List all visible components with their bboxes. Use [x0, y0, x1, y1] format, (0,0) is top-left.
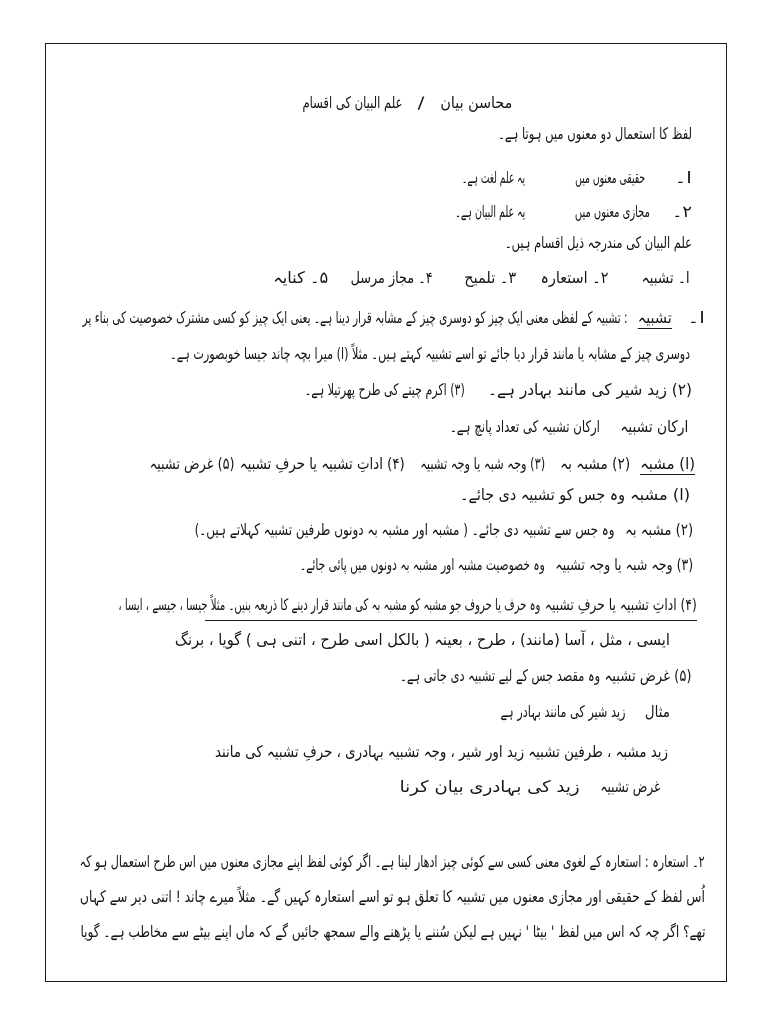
istiara-text: تھے؟ اگر چہ کہ اس میں لفظ ' بیٹا ' نہیں ہے لیکن سُننے یا پڑھنے والے سمجھ جائیں گے کہ ماں اپنے بیٹے سے مخاطب ہے۔ گویا — [79, 922, 705, 941]
arkan-term-line — [630, 483, 690, 507]
arkan-definition-line — [400, 664, 600, 688]
arkan-count: ارکان تشبیہ کی تعداد پانچ ہے۔ — [450, 417, 600, 436]
meaning-label: حقیقی معنوں میں — [575, 168, 645, 187]
example-label-line — [645, 700, 670, 724]
section-term: تشبیہ — [637, 308, 672, 327]
arkan-item: (۳) وجہ شبہ یا وجہ تشبیہ — [419, 454, 545, 473]
arkan-term: (۴) اداتِ تشبیہ یا حرفِ تشبیہ — [545, 595, 697, 614]
type-item: ا۔ تشبیہ — [641, 268, 690, 287]
example-analysis-line — [215, 740, 668, 764]
underline-rule — [205, 620, 697, 621]
arkan-term: (۵) غرض تشبیہ — [604, 666, 692, 685]
intro-text: لفظ کا استعمال دو معنوں میں ہوتا ہے۔ — [498, 124, 692, 143]
arkan-count-line — [450, 415, 600, 439]
purpose-text-line — [400, 775, 580, 799]
arkan-heading-line — [620, 415, 688, 439]
example-sentence-line — [500, 700, 625, 724]
type-item-line — [351, 266, 433, 290]
meaning-label-line — [575, 166, 645, 190]
purpose-text: زید کی بہادری بیان کرنا — [400, 777, 580, 796]
type-item: ۵۔ کنایہ — [273, 268, 328, 287]
type-item-line — [642, 266, 690, 290]
arkan-term-line — [555, 553, 693, 577]
arkan-term: (۳) وجہ شبہ یا وجہ تشبیہ — [554, 555, 693, 574]
istiara-line — [80, 885, 705, 909]
meaning-number: ا۔ — [674, 168, 692, 187]
example-item-line — [488, 378, 692, 402]
arkan-definition: وہ جس سے تشبیہ دی جائے۔ ( مشبہ اور مشبہ بہ دونوں طرفین تشبیہ کہلاتے ہیں۔) — [195, 520, 615, 539]
example-analysis: زید مشبہ ، طرفین تشبیہ زید اور شیر ، وجہ تشبیہ بہادری ، حرفِ تشبیہ کی مانند — [215, 742, 668, 761]
arkan-definition-line — [118, 593, 540, 617]
meaning-label-line — [575, 200, 650, 224]
title-separator: / — [417, 93, 424, 112]
arkan-item: (۴) اداتِ تشبیہ یا حرفِ تشبیہ — [239, 454, 405, 473]
section-definition: : تشبیہ کے لفظی معنی ایک چیز کو دوسری چیز کے مشابہ قرار دینا ہے۔ یعنی ایک چیز کو کسی مشترک خصوصیت کی بناء پر — [83, 308, 628, 327]
arkan-item: (ا) مشبہ — [640, 454, 695, 473]
title-line — [440, 91, 512, 115]
meaning-number: ۲۔ — [672, 202, 692, 221]
purpose-label: غرض تشبیہ — [599, 777, 660, 796]
page-title: محاسن بیان — [439, 93, 512, 112]
meaning-value-line — [455, 200, 525, 224]
example-item-line — [305, 378, 465, 402]
arkan-definition: وہ خصوصیت مشبہ اور مشبہ بہ دونوں میں پائی جائے۔ — [299, 555, 545, 574]
types-intro: علم البیان کی مندرجہ ذیل اقسام ہیں۔ — [504, 233, 692, 252]
section-definition: دوسری چیز کے مشابہ یا مانند قرار دیا جائے تو اسے تشبیہ کہتے ہیں۔ مثلاً (ا) میرا بچہ چاند جیسا خوبصورت ہے۔ — [170, 344, 690, 363]
section-definition-line — [83, 306, 628, 330]
subtitle-line — [302, 91, 402, 115]
arkan-term: (۲) مشبہ بہ — [625, 520, 693, 539]
example-item: (۲) زید شیر کی مانند بہادر ہے۔ — [488, 380, 692, 399]
arkan-definition: وہ مقصد جس کے لیے تشبیہ دی جاتی ہے۔ — [400, 666, 600, 685]
arkan-item-line — [560, 452, 630, 476]
arkan-term-line — [625, 518, 693, 542]
page-subtitle: علم البیان کی اقسام — [301, 93, 402, 112]
type-item-line — [464, 266, 516, 290]
meaning-number-line — [672, 200, 692, 224]
arkan-item: (۲) مشبہ بہ — [559, 454, 630, 473]
example-item: (۳) اکرم چیتے کی طرح پھرتیلا ہے۔ — [305, 380, 465, 399]
example-sentence: زید شیر کی مانند بہادر ہے — [500, 702, 625, 721]
istiara-line — [80, 920, 705, 944]
arkan-definition: وہ جس کو تشبیہ دی جائے۔ — [459, 485, 625, 504]
arkan-term-line — [545, 593, 697, 617]
arkan-definition-line — [195, 518, 615, 542]
arkan-continuation: ایسی ، مثل ، آسا (مانند) ، طرح ، بعینہ ( بالکل اسی طرح ، اتنی ہی ) گویا ، برنگ — [175, 630, 670, 649]
arkan-definition-line — [460, 483, 625, 507]
meaning-label: مجازی معنوں میں — [575, 202, 650, 221]
example-label: مثال — [645, 702, 670, 721]
section-number: ا۔ — [687, 308, 705, 327]
arkan-term: (ا) مشبہ — [629, 485, 690, 504]
type-item-line — [273, 266, 328, 290]
type-item: ۲۔ استعارہ — [540, 268, 608, 287]
arkan-item: (۵) غرض تشبیہ — [150, 454, 235, 473]
meaning-number-line — [672, 166, 692, 190]
types-intro-line — [505, 231, 692, 255]
meaning-value: یہ علم لغت ہے۔ — [461, 168, 525, 187]
istiara-line — [80, 850, 705, 874]
arkan-heading: ارکان تشبیہ — [619, 417, 688, 436]
type-item: ۴۔ مجاز مرسل — [351, 268, 433, 287]
arkan-definition: وہ حرف یا حروف جو مشبہ کو مشبہ بہ کی مانند قرار دینے کا ذریعہ بنیں۔ مثلاً جیسا ، جیسے ، ایسا ، — [117, 595, 540, 614]
arkan-definition-line — [300, 553, 545, 577]
title-separator-line — [416, 91, 424, 115]
istiara-text: اُس لفظ کے حقیقی اور مجازی معنوں میں تشبیہ کا تعلق ہو تو اسے استعارہ کہیں گے۔ مثلاً میرے چاند ! اتنی دیر سے کہاں — [79, 887, 705, 906]
section-number-line — [687, 306, 705, 330]
purpose-label-line — [600, 775, 660, 799]
arkan-term-line — [605, 664, 692, 688]
meaning-value: یہ علم البیان ہے۔ — [454, 202, 525, 221]
arkan-item-line — [640, 452, 695, 476]
arkan-item-line — [420, 452, 545, 476]
arkan-continuation-line — [175, 628, 670, 652]
section-term-line — [638, 306, 672, 330]
meaning-value-line — [462, 166, 525, 190]
intro-line — [498, 122, 692, 146]
type-item: ۳۔ تلمیح — [463, 268, 516, 287]
arkan-item-line — [240, 452, 405, 476]
type-item-line — [540, 266, 608, 290]
arkan-item-line — [150, 452, 235, 476]
istiara-text: ۲۔ استعارہ : استعارہ کے لغوی معنی کسی سے کوئی چیز ادھار لینا ہے۔ اگر کوئی لفظ اپنے مجازی معنوں میں اس طرح استعمال ہو کہ — [79, 852, 705, 871]
section-definition-line — [170, 342, 690, 366]
